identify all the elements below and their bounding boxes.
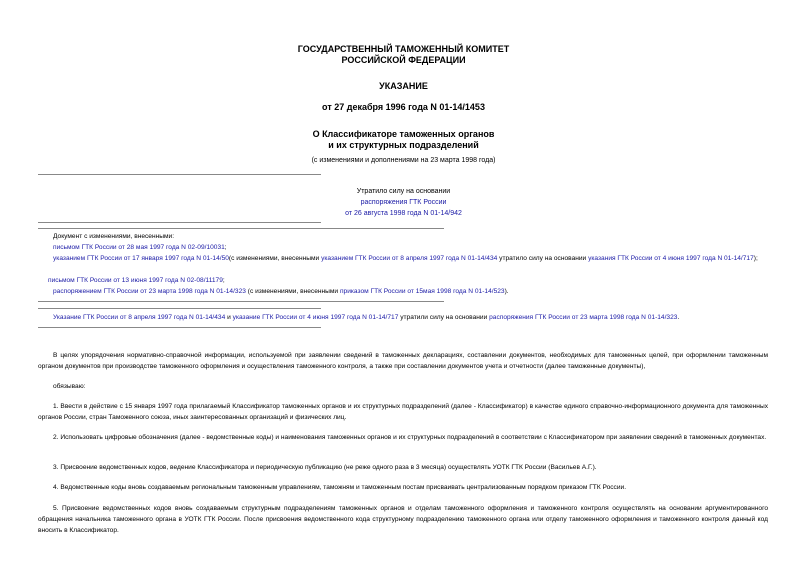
change-item-3-tail: ;: [222, 277, 225, 284]
change-item-1-link[interactable]: письмом ГТК России от 28 мая 1997 года N 02-09/10031: [53, 244, 225, 251]
change-item-4-link-1[interactable]: распоряжением ГТК России от 23 марта 1998 года N 01-14/323: [53, 288, 246, 295]
issuing-authority: [0, 44, 807, 66]
change-item-2-link-2[interactable]: указанием ГТК России от 8 апреля 1997 года N 01-14/434: [321, 255, 498, 262]
invalidation-text-2: утратили силу на основании: [400, 314, 488, 321]
clause-3: 3. Присвоение ведомственных кодов, ведение Классификатора и периодическую публикацию (не реже одного раза в 3 месяца) осуществлять УОТК ГТК России (Васильев А.Г.).: [53, 464, 597, 471]
preamble-paragraph: В целях упорядочения нормативно-справочной информации, используемой при заявлении сведений в таможенных декларациях, составлении документов, необходимых для таможенных целей, при оформлении таможенным органом документов при производстве таможенного оформления и осуществления таможенного контроля, а также при составлении документов учета и отчетности (далее таможенные документы),: [38, 352, 768, 370]
divider: [38, 228, 444, 229]
change-item-3: [48, 275, 768, 286]
change-item-4-tail: ).: [504, 288, 509, 295]
change-item-2-tail: );: [753, 255, 758, 262]
divider: [38, 327, 321, 328]
clause-4: 4. Ведомственные коды вновь создаваемым региональным таможенным управлениям, таможням и таможенным постам присваивать централизованным порядком приказом ГТК России.: [53, 484, 627, 491]
changes-intro: Документ с изменениями, внесенными:: [53, 233, 175, 240]
change-item-1-tail: ;: [224, 244, 227, 251]
invalidation-tail: .: [677, 314, 680, 321]
divider: [38, 301, 444, 302]
amendments-note: (с изменениями и дополнениями на 23 марта 1998 года): [311, 157, 496, 164]
divider: [38, 308, 321, 309]
document-title: [0, 129, 807, 151]
clause-1: 1. Ввести в действие с 15 января 1997 года прилагаемый Классификатор таможенных органов и их структурных подразделений (далее - Классификатор) в качестве единого справочно-информационного документа для таможенных органов России, стран Таможенного союза, иных заинтересованных организаций и физических лиц.: [38, 403, 768, 421]
change-item-4-link-2[interactable]: приказом ГТК России от 15мая 1998 года N 01-14/523: [339, 288, 505, 295]
document-type: УКАЗАНИЕ: [379, 81, 428, 91]
invalidation-link-2[interactable]: указание ГТК России от 4 июня 1997 года N 01-14/717: [232, 314, 399, 321]
obligation-word: обязываю:: [53, 383, 86, 390]
change-item-2: [38, 253, 770, 264]
document-date-number: от 27 декабря 1996 года N 01-14/1453: [322, 102, 485, 112]
lost-force-notice: [0, 186, 807, 219]
authority-line-1: ГОСУДАРСТВЕННЫЙ ТАМОЖЕННЫЙ КОМИТЕТ: [297, 44, 510, 54]
change-item-2-text-1: (с изменениями, внесенными: [228, 255, 320, 262]
lost-force-text: Утратило силу на основании: [356, 188, 451, 195]
invalidation-notice: [53, 312, 793, 323]
change-item-2-link-3[interactable]: указания ГТК России от 4 июня 1997 года N 01-14/717: [588, 255, 754, 262]
authority-line-2: РОССИЙСКОЙ ФЕДЕРАЦИИ: [341, 55, 466, 65]
title-line-2: и их структурных подразделений: [328, 140, 479, 150]
lost-force-link-1[interactable]: распоряжения ГТК России: [360, 199, 447, 206]
title-line-1: О Классификаторе таможенных органов: [312, 129, 495, 139]
change-item-4: [53, 286, 773, 297]
change-item-4-text-1: (с изменениями, внесенными: [247, 288, 339, 295]
lost-force-link-2[interactable]: от 26 августа 1998 года N 01-14/942: [345, 210, 462, 217]
clause-2: 2. Использовать цифровые обозначения (далее - ведомственные коды) и наименования таможенных органов и их структурных подразделений в соответствии с Классификатором при заявлении сведений в таможенных документах.: [53, 434, 767, 441]
clause-5: 5. Присвоение ведомственных кодов вновь создаваемым структурным подразделениям таможенных органов и отделам таможенного оформления и таможенного контроля осуществлять на основании аргументированного обращения начальника таможенного органа в УОТК ГТК России. После присвоения ведомственного кода структурному подразделению таможенного органа или отделу таможенного оформления и таможенного контроля данный код вносить в Классификатор.: [38, 505, 768, 534]
change-item-3-link[interactable]: письмом ГТК России от 13 июня 1997 года N 02-08/11179: [48, 277, 223, 284]
divider: [38, 174, 321, 175]
change-item-1: [53, 242, 773, 253]
change-item-2-link-1[interactable]: указанием ГТК России от 17 января 1997 года N 01-14/50: [53, 255, 229, 262]
invalidation-link-1[interactable]: Указание ГТК России от 8 апреля 1997 года N 01-14/434: [53, 314, 226, 321]
invalidation-text-1: и: [227, 314, 231, 321]
change-item-2-text-2: утратило силу на основании: [499, 255, 587, 262]
divider: [38, 222, 321, 223]
invalidation-link-3[interactable]: распоряжения ГТК России от 23 марта 1998 года N 01-14/323: [489, 314, 678, 321]
